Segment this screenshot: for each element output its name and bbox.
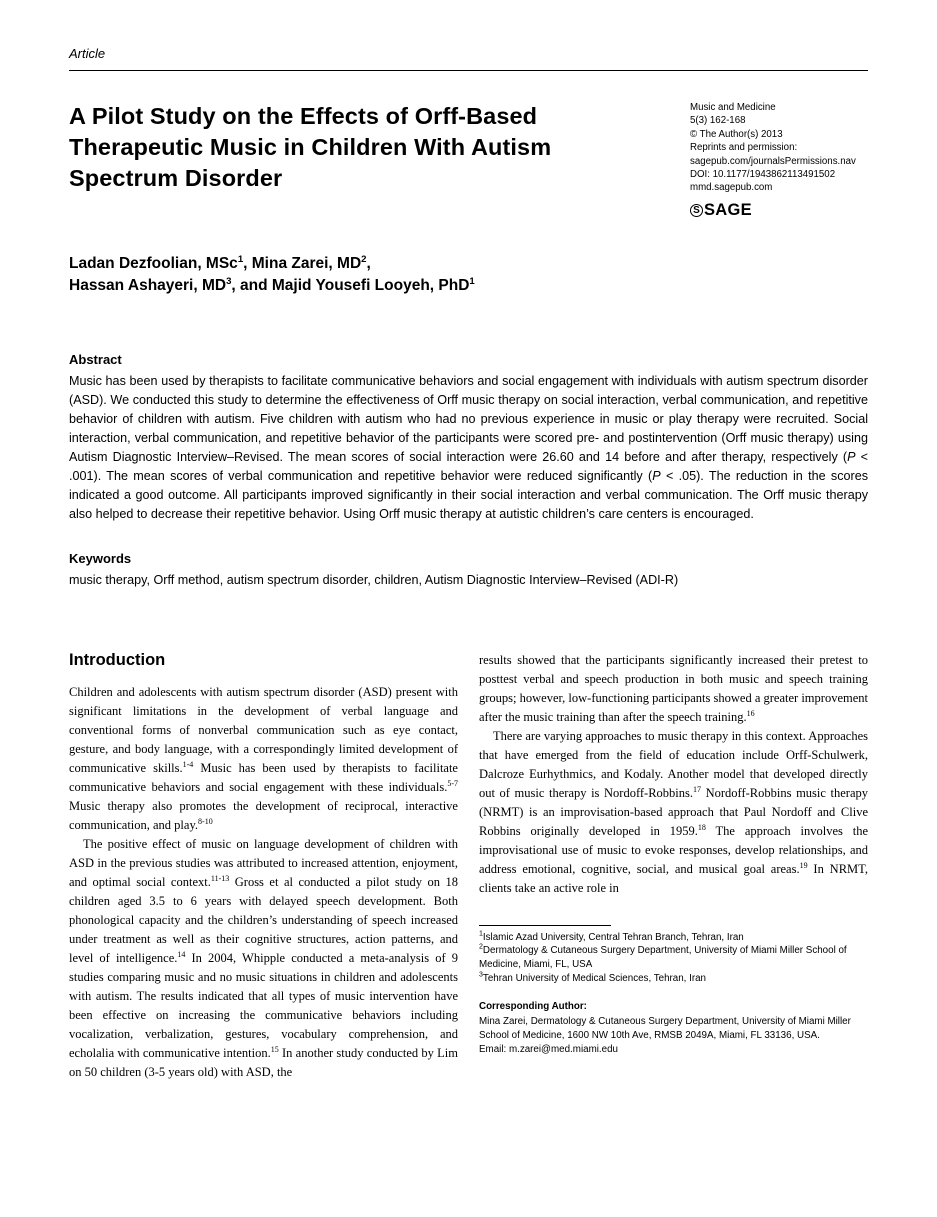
corresponding-author-email: Email: m.zarei@med.miami.edu xyxy=(479,1044,618,1056)
paper-title-line: Spectrum Disorder xyxy=(69,165,283,191)
journal-permissions-url: sagepub.com/journalsPermissions.nav xyxy=(690,155,856,167)
journal-website-url: mmd.sagepub.com xyxy=(690,182,773,194)
introduction-heading: Introduction xyxy=(69,650,166,669)
affiliation-note: $^3$Tehran University of Medical Sciences, Tehran, Iran xyxy=(479,971,706,984)
left-column xyxy=(69,651,458,1082)
journal-issue: 5(3) 162-168 xyxy=(690,115,746,127)
journal-name: Music and Medicine xyxy=(690,102,776,113)
corresponding-author-text: Mina Zarei, Dermatology & Cutaneous Surgery Department, University of Miami Miller School of Medicine, 1600 NW 10th Ave, RMSB 2049A, Miami, FL 33136, USA. xyxy=(479,1016,851,1042)
journal-copyright: © The Author(s) 2013 xyxy=(690,128,783,140)
header-rule xyxy=(69,70,868,71)
sage-logo-text: SAGE xyxy=(704,200,752,219)
article-type-label: Article xyxy=(69,46,106,61)
keywords-section xyxy=(69,551,868,589)
body-paragraph: Children and adolescents with autism spectrum disorder (ASD) present with significant limitations in the development of verbal language and conventional forms of nonverbal communication such as eye contact, gesture, and body language, with a correspondingly limited development of communicative skills.$^{1-4}$ Music has been used by therapists to facilitate communicative behaviors and social engagement with these individuals.$^{5-7}$ Music therapy also promotes the development of reciprocal, interactive communication, and play.$^{8-10}$ xyxy=(69,684,458,832)
journal-reprints-label: Reprints and permission: xyxy=(690,142,798,154)
affiliation-note: $^2$Dermatology & Cutaneous Surgery Department, University of Miami Miller School of Medicine, Miami, FL, USA xyxy=(479,944,847,971)
paper-title-line: Therapeutic Music in Children With Autism xyxy=(69,134,552,160)
right-column xyxy=(479,651,868,1082)
journal-doi: DOI: 10.1177/1943862113491502 xyxy=(690,169,836,181)
body-columns xyxy=(69,651,868,1082)
affiliation-note: $^1$Islamic Azad University, Central Tehran Branch, Tehran, Iran xyxy=(479,930,744,943)
sage-logo xyxy=(690,200,868,219)
keywords-heading: Keywords xyxy=(69,550,132,566)
footnote-rule xyxy=(479,925,611,926)
paper-title-line: A Pilot Study on the Effects of Orff-Based xyxy=(69,103,538,129)
body-paragraph: The positive effect of music on language development of children with ASD in the previous studies was attributed to increased attention, enjoyment, and optimal social context.$^{11-13}$ Gross et al conducted a pilot study on 18 children aged 3.5 to 6 years with delayed speech development. Both phonological capacity and the children’s understanding of speech increased under treatment as well as their cognitive structures, action patterns, and level of intelligence.$^{14}$ In 2004, Whipple conducted a meta-analysis of 9 studies comparing music and no music situations in children and adolescents with autism. The results indicated that all types of music intervention have been effective on increasing the communicative behaviors including vocalization, verbalization, gestures, vocabulary comprehension, and echolalia with communicative intention.$^{15}$ In another study conducted by Lim on 50 children (3-5 years old) with ASD, the xyxy=(69,836,458,1079)
body-paragraph: results showed that the participants significantly increased their pretest to posttest verbal and speech production in both music and speech training groups; however, low-functioning participants showed a greater improvement after the music training than after the speech training.$^{16}$ xyxy=(479,652,868,724)
keywords-text: music therapy, Orff method, autism spectrum disorder, children, Autism Diagnostic Interview–Revised (ADI-R) xyxy=(69,572,679,587)
body-paragraph: There are varying approaches to music therapy in this context. Approaches that have emerged from the field of education include Orff-Schulwerk, Dalcroze Eurhythmics, and Kodaly. Another model that developed directly out of music therapy is Nordoff-Robbins.$^{17}$ Nordoff-Robbins music therapy (NRMT) is an improvisation-based approach that Paul Nordoff and Clive Robbins originally developed in 1959.18 The approach involves the improvisational use of music to evoke responses, develop relationships, and address emotional, cognitive, social, and musical goal areas.$^{19}$ In NRMT, clients take an active role in xyxy=(479,728,868,895)
abstract-section xyxy=(69,352,868,523)
journal-info-block xyxy=(690,101,868,217)
corresponding-author-heading: Corresponding Author: xyxy=(479,1000,587,1012)
abstract-heading: Abstract xyxy=(69,352,122,368)
paper-title xyxy=(69,101,690,194)
abstract-text: Music has been used by therapists to facilitate communicative behaviors and social engagement with individuals with autism spectrum disorder (ASD). We conducted this study to determine the effectiveness of Orff music therapy on social interaction, verbal communication, and repetitive behavior of children with autism. Five children with autism who had no previous experience in music or play therapy were recruited. Social interaction, verbal communication, and repetitive behavior of the participants were scored pre- and postintervention (Orff music therapy) using Autism Diagnostic Interview–Revised. The mean scores of social interaction were 26.60 and 14 before and after therapy, respectively (P < .001). The mean scores of verbal communication and repetitive behavior were reduced significantly (P < .05). The reduction in the scores indicated a good outcome. All participants improved significantly in their social interaction and verbal communication. The Orff music therapy also helped to decrease their repetitive behavior. Using Orff music therapy at autistic children’s care centers is encouraged. xyxy=(69,374,868,521)
title-header-row xyxy=(69,101,868,217)
footnote-block xyxy=(479,925,868,1057)
authors-line: Ladan Dezfoolian, MSc$^1$, Mina Zarei, $MD^2$, Hassan Ashayeri, $MD^3$, and Majid Yousefi Looyeh, PhD$^1$ xyxy=(69,254,475,294)
sage-logo-icon: S xyxy=(690,204,703,217)
